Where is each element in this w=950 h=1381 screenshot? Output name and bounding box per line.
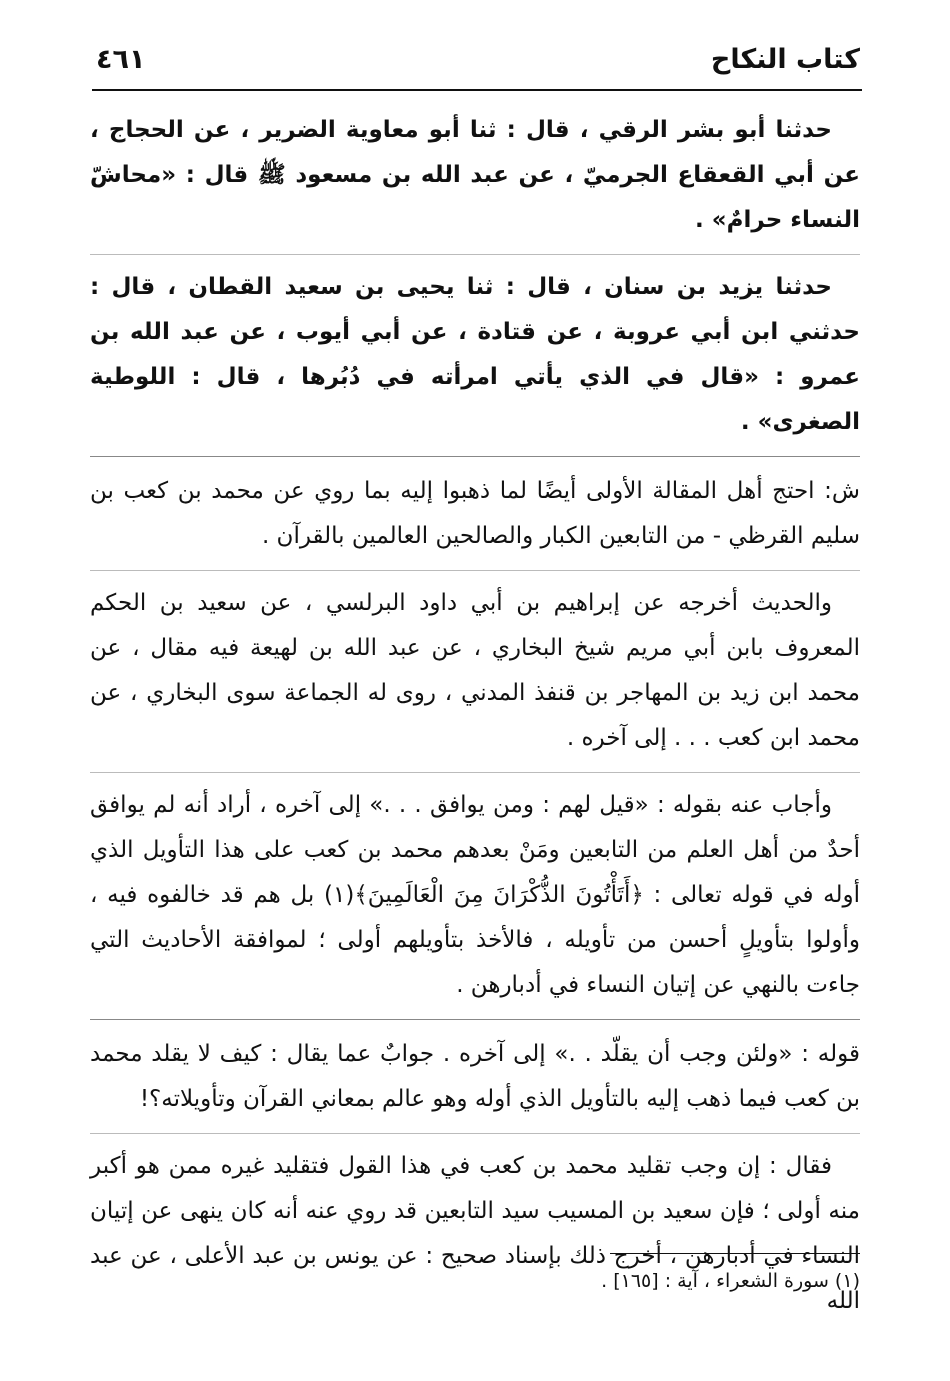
paragraph-divider bbox=[90, 254, 860, 255]
paragraph-divider bbox=[90, 772, 860, 773]
paragraph-divider bbox=[90, 1133, 860, 1134]
hadith-paragraph-2: حدثنا يزيد بن سنان ، قال : ثنا يحيى بن سعيد القطان ، قال : حدثني ابن أبي عروبة ، عن قتادة ، عن أبي أيوب ، عن عبد الله بن عمرو : «قال في الذي يأتي امرأته في دُبُرها ، قال : اللوطية الصغرى» . bbox=[90, 274, 860, 435]
section-divider bbox=[90, 1019, 860, 1020]
commentary-paragraph-2: والحديث أخرجه عن إبراهيم بن أبي داود البرلسي ، عن سعيد بن الحكم المعروف بابن أبي مريم شيخ البخاري ، عن عبد الله بن لهيعة فيه مقال ، عن محمد ابن زيد بن المهاجر بن قنفذ المدني ، روى له الجماعة سوى البخاري ، عن محمد ابن كعب . . . إلى آخره . bbox=[90, 590, 860, 751]
commentary-paragraph-4: قوله : «ولئن وجب أن يقلّد . .» إلى آخره . جوابٌ عما يقال : كيف لا يقلد محمد بن كعب فيما ذهب إليه بالتأويل الذي أوله وهو عالم بمعاني القرآن وتأويلاته؟! bbox=[90, 1041, 860, 1112]
page-number: ٤٦١ bbox=[96, 44, 146, 75]
hadith-paragraph-1: حدثنا أبو بشر الرقي ، قال : ثنا أبو معاوية الضرير ، عن الحجاج ، عن أبي القعقاع الجرميّ ، عن عبد الله بن مسعود ﷺ قال : «محاشّ النساء حرامٌ» . bbox=[90, 117, 860, 233]
commentary-paragraph-3: وأجاب عنه بقوله : «قيل لهم : ومن يوافق . . .» إلى آخره ، أراد أنه لم يوافق أحدٌ من أهل العلم من التابعين ومَنْ بعدهم محمد بن كعب على هذا التأويل الذي أوله في قوله تعالى : ﴿أَتَأْتُونَ الذُّكْرَانَ مِنَ الْعَالَمِينَ﴾(١) بل هم قد خالفوه فيه ، وأولوا بتأويلٍ أحسن من تأويله ، فالأخذ بتأويلهم أولى ؛ لموافقة الأحاديث التي جاءت بالنهي عن إتيان النساء في أدبارهن . bbox=[90, 792, 860, 998]
page-body bbox=[90, 108, 860, 1335]
commentary-paragraph-1: ش: احتج أهل المقالة الأولى أيضًا لما ذهبوا إليه بما روي عن محمد بن كعب بن سليم القرظي - من التابعين الكبار والصالحين العالمين بالقرآن . bbox=[90, 478, 860, 549]
paragraph-divider bbox=[90, 570, 860, 571]
footnote-rule bbox=[610, 1253, 860, 1254]
header-rule bbox=[92, 89, 862, 91]
commentary-paragraph-5: فقال : إن وجب تقليد محمد بن كعب في هذا القول فتقليد غيره ممن هو أكبر منه أولى ؛ فإن سعيد بن المسيب سيد التابعين قد روي عنه أنه كان ينهى عن إتيان النساء في أدبارهن ، أخرج ذلك بإسناد صحيح : عن يونس بن عبد الأعلى ، عن عبد الله bbox=[90, 1153, 860, 1314]
section-divider bbox=[90, 456, 860, 457]
page-header bbox=[92, 40, 860, 84]
book-title: كتاب النكاح bbox=[710, 44, 860, 75]
footnote: (١) سورة الشعراء ، آية : [١٦٥] . bbox=[601, 1270, 860, 1292]
